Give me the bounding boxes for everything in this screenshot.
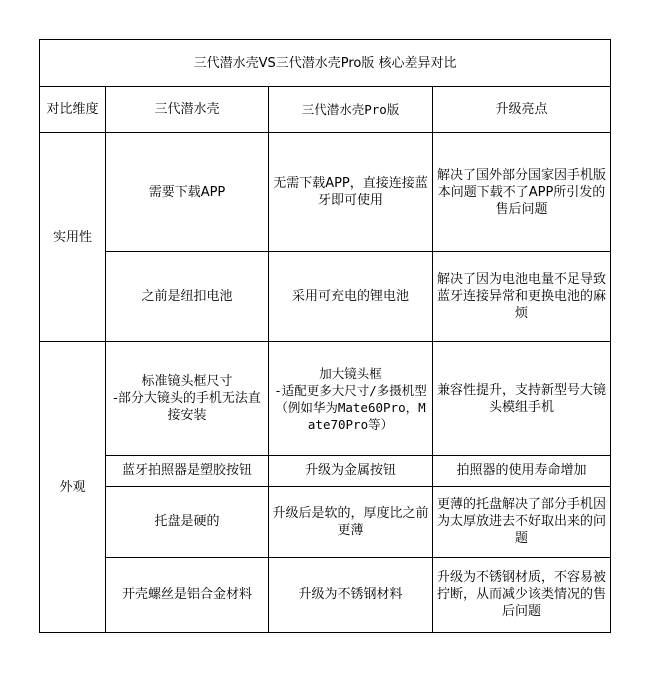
header-dimension: 对比维度: [40, 87, 106, 133]
table-row: [40, 486, 611, 557]
pro-cell: 加大镜头框 -适配更多大尺寸/多摄机型（例如华为Mate60Pro，Mate70Pro等）: [269, 342, 433, 455]
dimension-appearance: 外观: [40, 342, 106, 633]
gen3-cell: 托盘是硬的: [106, 486, 269, 557]
header-highlight: 升级亮点: [433, 87, 611, 133]
table-row: [40, 252, 611, 342]
highlight-cell: 兼容性提升，支持新型号大镜头模组手机: [433, 342, 611, 455]
table-row: [40, 557, 611, 632]
pro-cell: 无需下载APP，直接连接蓝牙即可使用: [269, 133, 433, 252]
title-row: [40, 40, 611, 87]
table-row: [40, 342, 611, 455]
pro-cell: 升级为不锈钢材料: [269, 557, 433, 632]
highlight-cell: 解决了因为电池电量不足导致蓝牙连接异常和更换电池的麻烦: [433, 252, 611, 342]
gen3-cell: 之前是纽扣电池: [106, 252, 269, 342]
pro-cell: 采用可充电的锂电池: [269, 252, 433, 342]
pro-cell: 升级后是软的，厚度比之前更薄: [269, 486, 433, 557]
highlight-cell: 更薄的托盘解决了部分手机因为太厚放进去不好取出来的问题: [433, 486, 611, 557]
header-row: [40, 87, 611, 133]
pro-cell: 升级为金属按钮: [269, 455, 433, 486]
highlight-cell: 升级为不锈钢材质，不容易被拧断，从而减少该类情况的售后问题: [433, 557, 611, 632]
gen3-cell: 需要下载APP: [106, 133, 269, 252]
gen3-cell: 蓝牙拍照器是塑胶按钮: [106, 455, 269, 486]
header-gen3-pro: 三代潜水壳Pro版: [269, 87, 433, 133]
gen3-cell: 开壳螺丝是铝合金材料: [106, 557, 269, 632]
comparison-table: [39, 39, 611, 633]
highlight-cell: 拍照器的使用寿命增加: [433, 455, 611, 486]
table-row: [40, 455, 611, 486]
table-row: [40, 133, 611, 252]
gen3-cell: 标准镜头框尺寸 -部分大镜头的手机无法直接安装: [106, 342, 269, 455]
highlight-cell: 解决了国外部分国家因手机版本问题下载不了APP所引发的售后问题: [433, 133, 611, 252]
header-gen3: 三代潜水壳: [106, 87, 269, 133]
table-title: 三代潜水壳VS三代潜水壳Pro版 核心差异对比: [40, 40, 611, 87]
dimension-practicality: 实用性: [40, 133, 106, 342]
